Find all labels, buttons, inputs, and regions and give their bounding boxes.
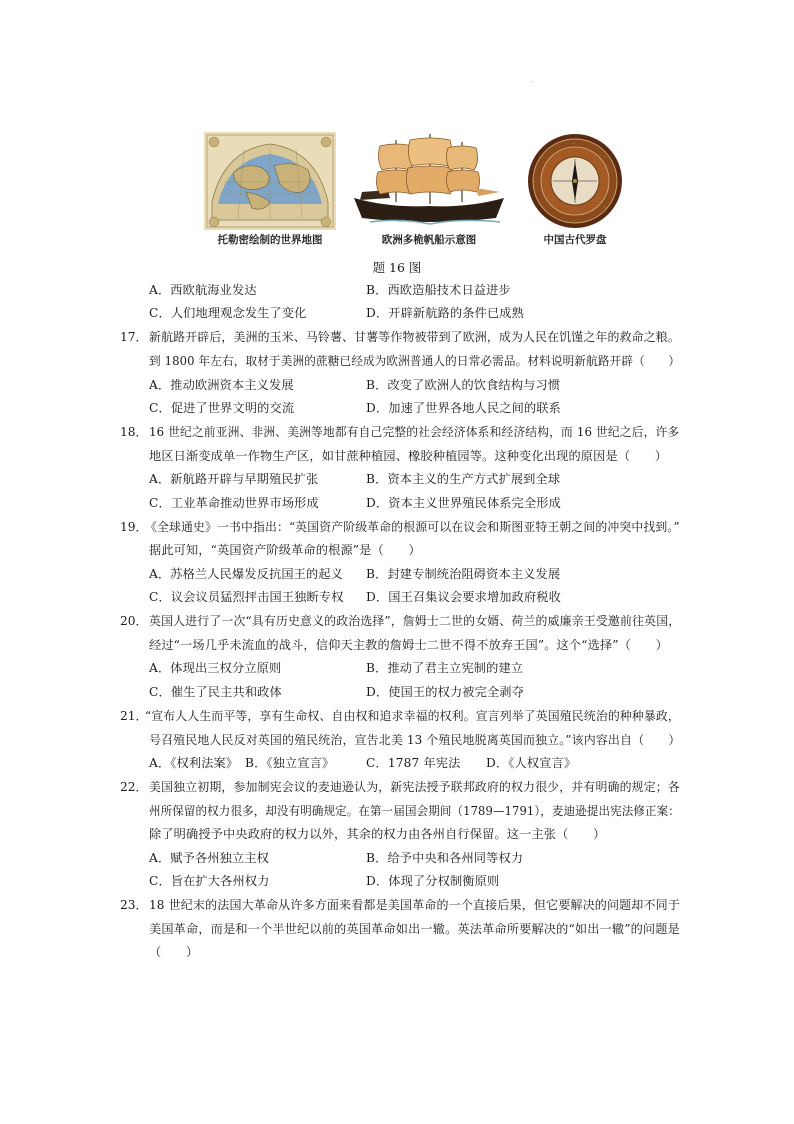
q21-option-b: B．《独立宣言》 bbox=[245, 756, 335, 770]
q18-option-d: D．资本主义世界殖民体系完全形成 bbox=[366, 496, 561, 510]
q23-stem-line: 18 世纪末的法国大革命从许多方面来看都是美国革命的一个直接后果，但它要解决的问题却不同于 bbox=[149, 898, 681, 912]
q19-option-d: D．国王召集议会要求增加政府税收 bbox=[366, 590, 561, 604]
q21-option-d: D．《人权宣言》 bbox=[486, 756, 577, 770]
q21-option-a: A．《权利法案》 bbox=[149, 756, 239, 770]
scan-speck: · bbox=[532, 79, 534, 86]
figure-caption: 中国古代罗盘 bbox=[543, 234, 607, 246]
svg-text:·: · bbox=[612, 179, 614, 185]
q19-option-b: B．封建专制统治阻碍资本主义发展 bbox=[366, 567, 561, 581]
q22-stem-line: 除了明确授予中央政府的权力以外，其余的权力由各州自行保留。这一主张（ ） bbox=[149, 827, 606, 841]
figure-caption: 托勒密绘制的世界地图 bbox=[217, 234, 323, 246]
q16-option-b: B．西欧造船技术日益进步 bbox=[366, 283, 511, 297]
q21-stem-line: “宣布人人生而平等，享有生命权、自由权和追求幸福的权利。宣言列举了英国殖民统治的种种暴政， bbox=[145, 709, 680, 723]
q22-stem-line: 州所保留的权力很多，却没有明确规定。在第一届国会期间（1789—1791），麦迪逊提出宪法修正案： bbox=[149, 804, 680, 818]
q23-stem-line: 美国革命，而是和一个半世纪以前的英国革命如出一辙。英法革命所要解决的“如出一辙”的问题是 bbox=[149, 922, 680, 936]
q22-stem-line: 美国独立初期，参加制宪会议的麦迪逊认为，新宪法授予联邦政府的权力很少，并有明确的规定；各 bbox=[149, 780, 680, 794]
svg-text:·: · bbox=[604, 204, 606, 210]
q22-option-a: A．赋予各州独立主权 bbox=[149, 851, 269, 865]
q22-option-b: B．给予中央和各州同等权力 bbox=[366, 851, 524, 865]
q20-number: 20． bbox=[120, 614, 148, 628]
q20-stem-line: 英国人进行了一次“具有历史意义的政治选择”，詹姆士二世的女婿、荷兰的威廉亲王受邀前往英国， bbox=[149, 614, 681, 628]
svg-text:·: · bbox=[542, 154, 544, 160]
q18-option-c: C．工业革命推动世界市场形成 bbox=[149, 496, 319, 510]
figure-caption: 欧洲多桅帆船示意图 bbox=[381, 234, 477, 246]
q20-option-d: D．使国王的权力被完全剥夺 bbox=[366, 685, 524, 699]
q17-option-d: D．加速了世界各地人民之间的联系 bbox=[366, 401, 561, 415]
q18-number: 18． bbox=[120, 425, 148, 439]
q22-option-d: D．体现了分权制衡原则 bbox=[366, 874, 500, 888]
svg-text:·: · bbox=[542, 204, 544, 210]
q18-option-b: B．资本主义的生产方式扩展到全球 bbox=[366, 472, 561, 486]
q21-number: 21． bbox=[120, 709, 148, 723]
svg-text:·: · bbox=[604, 154, 606, 160]
q23-number: 23． bbox=[120, 898, 148, 912]
q22-option-c: C．旨在扩大各州权力 bbox=[149, 874, 270, 888]
q16-option-c: C．人们地理观念发生了变化 bbox=[149, 306, 307, 320]
q17-option-a: A．推动欧洲资本主义发展 bbox=[149, 378, 294, 392]
q20-option-b: B．推动了君主立宪制的建立 bbox=[366, 661, 524, 675]
q21-option-c: C．1787 年宪法 bbox=[366, 756, 461, 770]
q18-option-a: A．新航路开辟与早期殖民扩张 bbox=[149, 472, 319, 486]
q16-option-d: D．开辟新航路的条件已成熟 bbox=[366, 306, 524, 320]
svg-text:·: · bbox=[573, 218, 575, 224]
q19-option-c: C．议会议员猛烈抨击国王独断专权 bbox=[149, 590, 344, 604]
q17-stem-line: 到 1800 年左右，取材于美洲的蔗糖已经成为欧洲普通人的日常必需品。材料说明新航路开辟（ ） bbox=[149, 354, 681, 368]
q16-option-a: A．西欧航海业发达 bbox=[149, 283, 257, 297]
figure-row bbox=[0, 132, 794, 250]
q19-option-a: A．苏格兰人民爆发反抗国王的起义 bbox=[149, 567, 344, 581]
q19-stem-line: 《全球通史》一书中指出：“英国资产阶级革命的根源可以在议会和斯图亚特王朝之间的冲突中找到。” bbox=[145, 520, 680, 534]
q18-stem-line: 地区日渐变成单一作物生产区，如甘蔗种植园、橡胶种植园等。这种变化出现的原因是（ ） bbox=[149, 449, 668, 463]
q18-stem-line: 16 世纪之前亚洲、非洲、美洲等地都有自己完整的社会经济体系和经济结构，而 16 世纪之后，许多 bbox=[149, 425, 680, 439]
svg-text:·: · bbox=[534, 179, 536, 185]
ptolemy-world-map-icon bbox=[204, 132, 336, 230]
ancient-chinese-compass-icon bbox=[520, 132, 630, 230]
q17-stem-line: 新航路开辟后，美洲的玉米、马铃薯、甘薯等作物被带到了欧洲，成为人民在饥馑之年的救命之粮。 bbox=[149, 330, 680, 344]
q20-option-c: C．催生了民主共和政体 bbox=[149, 685, 282, 699]
q20-stem-line: 经过“一场几乎未流血的战斗，信仰天主教的詹姆士二世不得不放弃王国”。这个“选择”（ ） bbox=[149, 638, 669, 652]
q22-number: 22． bbox=[120, 780, 148, 794]
figure-world-map bbox=[204, 132, 336, 246]
svg-text:·: · bbox=[573, 141, 575, 147]
figure-title: 题 16 图 bbox=[372, 260, 422, 275]
q20-option-a: A．体现出三权分立原则 bbox=[149, 661, 282, 675]
figure-ship bbox=[350, 132, 508, 246]
q17-option-b: B．改变了欧洲人的饮食结构与习惯 bbox=[366, 378, 561, 392]
q21-stem-line: 号召殖民地人民反对英国的殖民统治，宣告北美 13 个殖民地脱离英国而独立。”该内容出自（ ） bbox=[149, 733, 681, 747]
q19-number: 19． bbox=[120, 520, 148, 534]
european-carrack-ship-icon bbox=[350, 132, 508, 230]
q19-stem-line: 据此可知，“英国资产阶级革命的根源”是（ ） bbox=[149, 543, 421, 557]
q17-number: 17． bbox=[120, 330, 148, 344]
q17-option-c: C．促进了世界文明的交流 bbox=[149, 401, 295, 415]
q23-answer-blank: （ ） bbox=[149, 945, 199, 959]
figure-compass bbox=[520, 132, 630, 246]
